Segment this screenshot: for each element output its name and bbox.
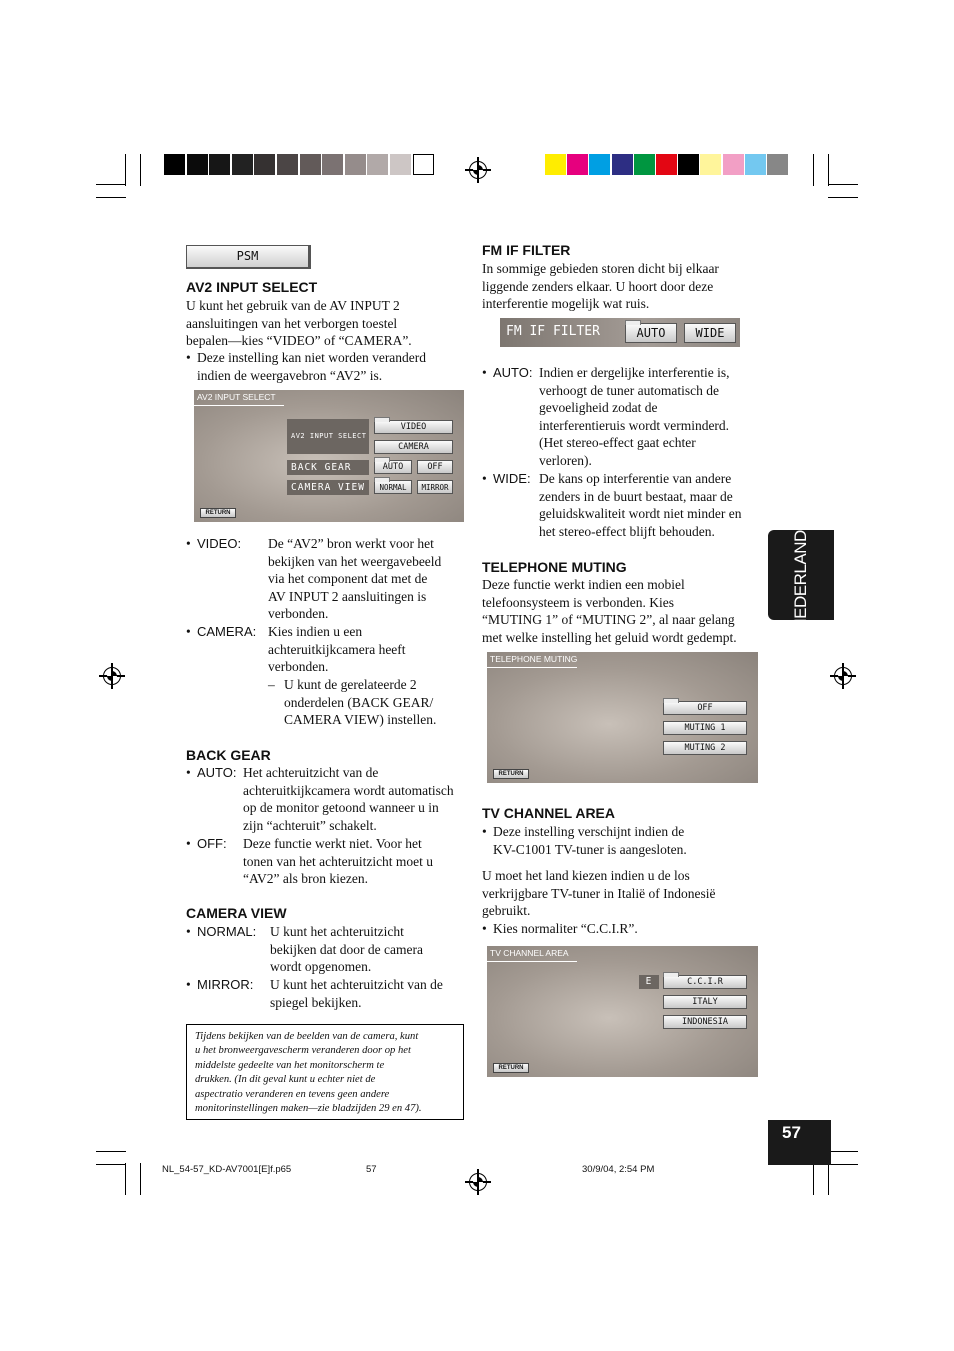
fm-auto-term: AUTO: [493, 365, 533, 380]
back-gear-off-term: OFF: [197, 836, 227, 851]
screen-title: AV2 INPUT SELECT [197, 392, 276, 402]
footer-page: 57 [366, 1164, 377, 1175]
color-swatch [634, 154, 655, 175]
camera-term: CAMERA: [197, 624, 257, 639]
video-description: De “AV2” bron werkt voor het bekijken van het weergavebeeld via het component dat met de AV INPUT 2 aansluitingen is verbonden. [268, 536, 442, 622]
video-term: VIDEO: [197, 536, 242, 551]
av2-input-select-screen [194, 390, 464, 522]
note-box: Tijdens bekijken van de beelden van de camera, kunt u het bronweergavescherm veranderen door op het middelste gedeelte van het monitorscherm te drukken. (In dit geval kunt u echter niet de aspectratio veranderen en tevens geen andere monitorinstellingen maken—zie bladzijden 29 en 47). [186, 1024, 464, 1120]
color-swatch [656, 154, 677, 175]
color-swatch [745, 154, 766, 175]
av2-intro: U kunt het gebruik van de AV INPUT 2 aansluitingen van het verborgen toestel bepalen—kies “VIDEO” of “CAMERA”. [186, 298, 412, 349]
screen-title: TELEPHONE MUTING [490, 654, 578, 664]
fm-wide-description: De kans op interferentie van andere zenders in de buurt bestaat, maar de geluidskwaliteit wordt niet minder en het stereo-effect blijft behouden. [539, 471, 742, 539]
normal-term: NORMAL: [197, 924, 257, 939]
av2-heading: AV2 INPUT SELECT [186, 279, 318, 295]
camera-description: Kies indien u een achteruitkijkcamera heeft verbonden. [268, 624, 406, 675]
off-option-button[interactable]: OFF [663, 701, 747, 715]
registration-mark-icon [103, 667, 121, 685]
back-gear-off-description: Deze functie werkt niet. Voor het tonen van het achteruitzicht moet u “AV2” als bron kiezen. [243, 836, 434, 887]
return-button[interactable]: RETURN [493, 769, 529, 779]
muting-1-button[interactable]: MUTING 1 [663, 721, 747, 735]
ccir-option-button[interactable]: C.C.I.R [663, 975, 747, 989]
footer-file: NL_54-57_KD-AV7001[E]f.p65 [162, 1164, 292, 1175]
mirror-description: U kunt het achteruitzicht van de spiegel bekijken. [270, 977, 443, 1010]
return-button[interactable]: RETURN [200, 508, 236, 518]
video-option-button[interactable]: VIDEO [374, 420, 453, 434]
tv-bullet: Deze instelling verschijnt indien de KV-C1001 TV-tuner is aangesloten. [493, 824, 687, 857]
fm-wide-button[interactable]: WIDE [684, 323, 736, 343]
language-side-tab [768, 519, 834, 631]
tv-channel-area-heading: TV CHANNEL AREA [482, 805, 616, 821]
fm-auto-button[interactable]: AUTO [625, 323, 677, 343]
return-button[interactable]: RETURN [493, 1063, 529, 1073]
gray-swatch [164, 154, 185, 175]
av2-bullet: Deze instelling kan niet worden veranderd indien de weergavebron “AV2” is. [197, 350, 427, 383]
back-gear-label: BACK GEAR [287, 460, 369, 475]
fm-wide-term: WIDE: [493, 471, 531, 486]
gray-swatch [232, 154, 253, 175]
fm-auto-description: Indien er dergelijke interferentie is, verhoogt de tuner automatisch de gevoeligheid zodat de interferentieruis wordt verminderd. (Het stereo-effect gaat echter verloren). [539, 365, 730, 468]
back-gear-auto-term: AUTO: [197, 765, 237, 780]
gray-swatch [277, 154, 298, 175]
area-indicator: E [639, 975, 659, 989]
muting-2-button[interactable]: MUTING 2 [663, 741, 747, 755]
fm-if-filter-bar [500, 318, 740, 347]
fm-if-filter-heading: FM IF FILTER [482, 242, 571, 258]
screen-title: TV CHANNEL AREA [490, 948, 569, 958]
telephone-muting-heading: TELEPHONE MUTING [482, 559, 627, 575]
italy-option-button[interactable]: ITALY [663, 995, 747, 1009]
gray-swatch [254, 154, 275, 175]
telephone-muting-screen [487, 652, 758, 783]
tv-paragraph: U moet het land kiezen indien u de los verkrijgbare TV-tuner in Italië of Indonesië gebruikt. [482, 868, 716, 919]
indonesia-option-button[interactable]: INDONESIA [663, 1015, 747, 1029]
color-swatch [589, 154, 610, 175]
back-gear-heading: BACK GEAR [186, 747, 271, 763]
av2-row-label: AV2 INPUT SELECT [287, 419, 369, 454]
gray-swatch [322, 154, 343, 175]
color-swatch [723, 154, 744, 175]
registration-mark-icon [834, 667, 852, 685]
back-gear-auto-description: Het achteruitzicht van de achteruitkijkcamera wordt automatisch op de monitor getoond wanneer u in zijn “achteruit” schakelt. [243, 765, 454, 833]
gray-swatch [300, 154, 321, 175]
gray-swatch [390, 154, 411, 175]
color-swatch [612, 154, 633, 175]
color-swatch [545, 154, 566, 175]
side-tab-label: NEDERLANDS [791, 519, 810, 631]
page-number: 57 [782, 1123, 801, 1142]
color-swatch [767, 154, 788, 175]
registration-mark-icon [469, 1173, 487, 1191]
telephone-intro: Deze functie werkt indien een mobiel telefoonsysteem is verbonden. Kies “MUTING 1” of “MUTING 2”, al naar gelang met welke instelling het geluid wordt gedempt. [482, 577, 737, 645]
gray-swatch [413, 154, 434, 175]
camera-view-heading: CAMERA VIEW [186, 905, 287, 921]
fm-bar-label: FM IF FILTER [506, 324, 600, 339]
camera-option-button[interactable]: CAMERA [374, 440, 453, 454]
normal-description: U kunt het achteruitzicht bekijken dat door de camera wordt opgenomen. [270, 924, 423, 975]
gray-swatch [367, 154, 388, 175]
normal-option-button[interactable]: NORMAL [374, 480, 412, 494]
color-swatch [567, 154, 588, 175]
off-option-button[interactable]: OFF [417, 460, 453, 474]
gray-swatch [209, 154, 230, 175]
psm-button: PSM [186, 245, 311, 269]
tv-channel-area-screen [487, 946, 758, 1077]
fm-intro: In sommige gebieden storen dicht bij elkaar liggende zenders elkaar. U hoort door deze interferentie mogelijk wat ruis. [482, 261, 719, 312]
camera-sub-note: U kunt de gerelateerde 2 onderdelen (BACK GEAR/ CAMERA VIEW) instellen. [284, 677, 437, 728]
auto-option-button[interactable]: AUTO [374, 460, 412, 474]
page-number-box [768, 1120, 831, 1165]
color-swatch [700, 154, 721, 175]
color-swatch [678, 154, 699, 175]
mirror-term: MIRROR: [197, 977, 254, 992]
mirror-option-button[interactable]: MIRROR [417, 480, 453, 494]
gray-swatch [345, 154, 366, 175]
footer-date: 30/9/04, 2:54 PM [582, 1164, 655, 1175]
camera-view-label: CAMERA VIEW [287, 480, 369, 495]
registration-mark-icon [469, 161, 487, 179]
gray-swatch [187, 154, 208, 175]
tv-bullet-2: Kies normaliter “C.C.I.R”. [493, 921, 638, 936]
